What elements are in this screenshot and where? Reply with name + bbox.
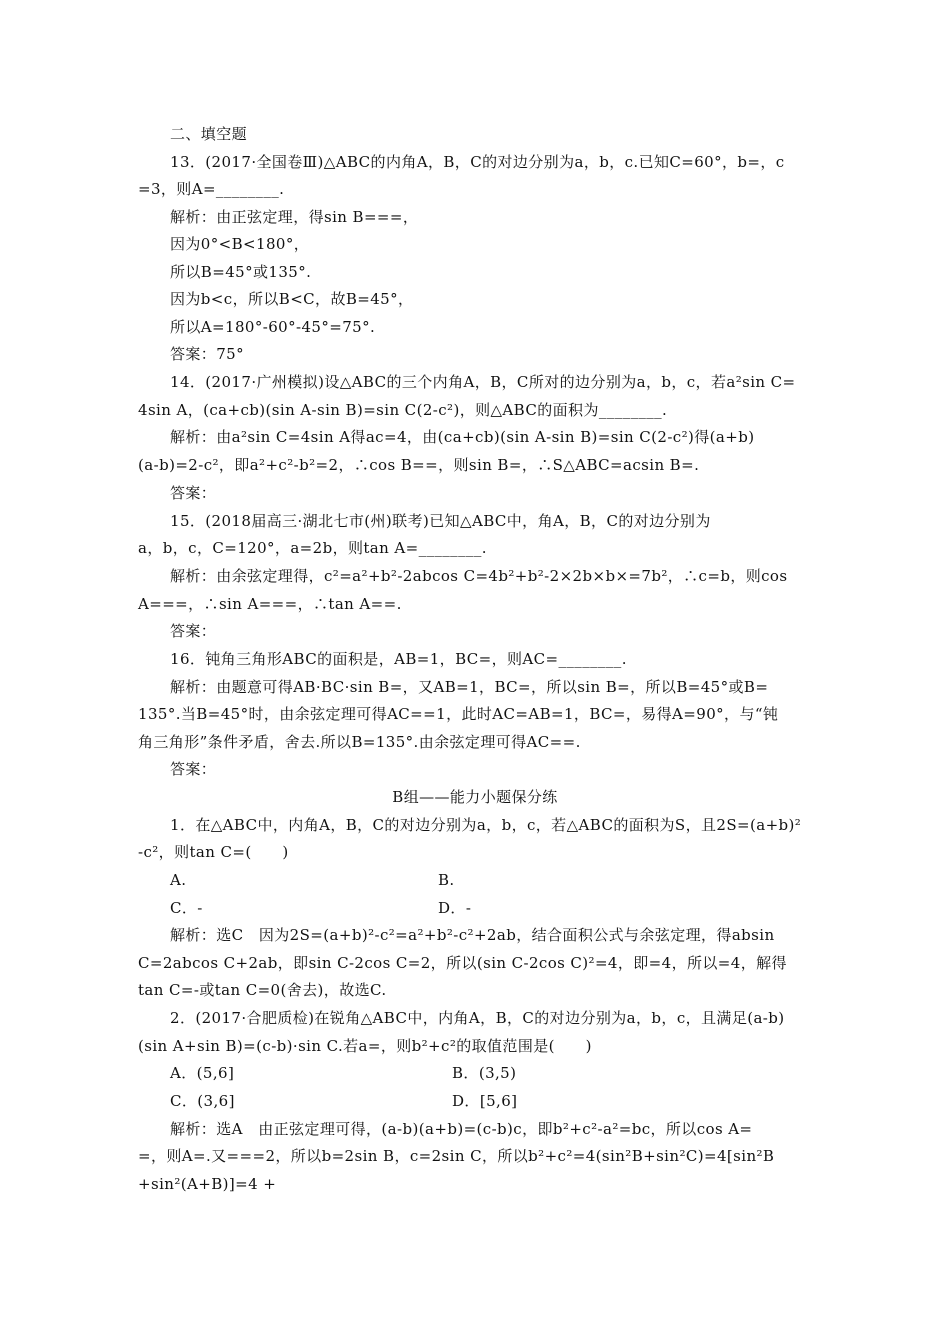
b1-line-1: 1．在△ABC中，内角A，B，C的对边分别为a，b，c，若△ABC的面积为S，且2S=(a+b)² [170, 816, 802, 834]
q16-line-1: 16．钝角三角形ABC的面积是，AB=1，BC=，则AC=________. [170, 650, 627, 668]
q16-solution-line: 角三角形”条件矛盾，舍去.所以B=135°.由余弦定理可得AC==. [138, 733, 581, 751]
q14-line-1: 14．(2017·广州模拟)设△ABC的三个内角A，B，C所对的边分别为a，b，c，若a²sin C= [170, 373, 796, 391]
b1-option-c: C．- [170, 899, 203, 917]
q13-solution-line: 所以A=180°-60°-45°=75°. [170, 318, 376, 336]
q15-solution-line: 解析：由余弦定理得，c²=a²+b²-2abcos C=4b²+b²-2×2b×b×=7b²，∴c=b，则cos [170, 567, 788, 585]
section-heading: 二、填空题 [170, 125, 248, 143]
q13-line-1: 13．(2017·全国卷Ⅲ)△ABC的内角A，B，C的对边分别为a，b，c.已知C=60°，b=，c [170, 153, 785, 171]
q14-solution-line: (a-b)=2-c²，即a²+c²-b²=2，∴cos B==，则sin B=，∴S△ABC=acsin B=. [138, 456, 700, 474]
q15-solution-line: A===，∴sin A===，∴tan A==. [138, 595, 402, 613]
q14-answer: 答案： [170, 484, 217, 502]
b2-line-1: 2．(2017·合肥质检)在锐角△ABC中，内角A，B，C的对边分别为a，b，c，且满足(a-b) [170, 1009, 785, 1027]
b1-solution-line: tan C=-或tan C=0(舍去)，故选C. [138, 981, 387, 999]
b2-line-2: (sin A+sin B)=(c-b)·sin C.若a=，则b²+c²的取值范围是( ) [138, 1037, 592, 1055]
q14-line-2: 4sin A，(ca+cb)(sin A-sin B)=sin C(2-c²)，则△ABC的面积为________. [138, 401, 668, 419]
b2-solution-line: =，则A=.又===2，所以b=2sin B，c=2sin C，所以b²+c²=4(sin²B+sin²C)=4[sin²B [138, 1147, 775, 1165]
q16-solution-line: 解析：由题意可得AB·BC·sin B=，又AB=1，BC=，所以sin B=，所以B=45°或B= [170, 678, 769, 696]
b1-option-d: D．- [438, 899, 472, 917]
q16-answer: 答案： [170, 760, 217, 778]
b2-solution-line: 解析：选A 由正弦定理可得，(a-b)(a+b)=(c-b)c，即b²+c²-a²=bc，所以cos A= [170, 1120, 753, 1138]
q13-answer: 答案：75° [170, 345, 244, 363]
q15-answer: 答案： [170, 622, 217, 640]
q16-solution-line: 135°.当B=45°时，由余弦定理可得AC==1，此时AC=AB=1，BC=，易得A=90°，与“钝 [138, 705, 779, 723]
b1-option-b: B. [438, 871, 455, 889]
q13-solution-line: 所以B=45°或135°. [170, 263, 312, 281]
q13-solution-line: 因为b<c，所以B<C，故B=45°， [170, 290, 414, 308]
q15-line-1: 15．(2018届高三·湖北七市(州)联考)已知△ABC中，角A，B，C的对边分别为 [170, 512, 711, 530]
b2-solution-line: +sin²(A+B)]=4 + [138, 1175, 277, 1193]
q14-solution-line: 解析：由a²sin C=4sin A得ac=4，由(ca+cb)(sin A-sin B)=sin C(2-c²)得(a+b) [170, 428, 755, 446]
b2-option-b: B．(3,5) [452, 1064, 517, 1082]
q13-solution-line: 因为0°<B<180°， [170, 235, 310, 253]
q15-line-2: a，b，c，C=120°，a=2b，则tan A=________. [138, 539, 487, 557]
b1-line-2: -c²，则tan C=( ) [138, 843, 289, 861]
b2-option-a: A．(5,6] [170, 1064, 235, 1082]
b2-option-d: D．[5,6] [452, 1092, 518, 1110]
b1-option-a: A. [170, 871, 187, 889]
b1-solution-line: 解析：选C 因为2S=(a+b)²-c²=a²+b²-c²+2ab，结合面积公式与余弦定理，得absin [170, 926, 775, 944]
b2-option-c: C．(3,6] [170, 1092, 235, 1110]
q13-line-2: =3，则A=________. [138, 180, 285, 198]
group-b-title: B组——能力小题保分练 [392, 788, 558, 806]
b1-solution-line: C=2abcos C+2ab，即sin C-2cos C=2，所以(sin C-2cos C)²=4，即=4，所以=4，解得 [138, 954, 787, 972]
q13-solution-line: 解析：由正弦定理，得sin B===， [170, 208, 419, 226]
